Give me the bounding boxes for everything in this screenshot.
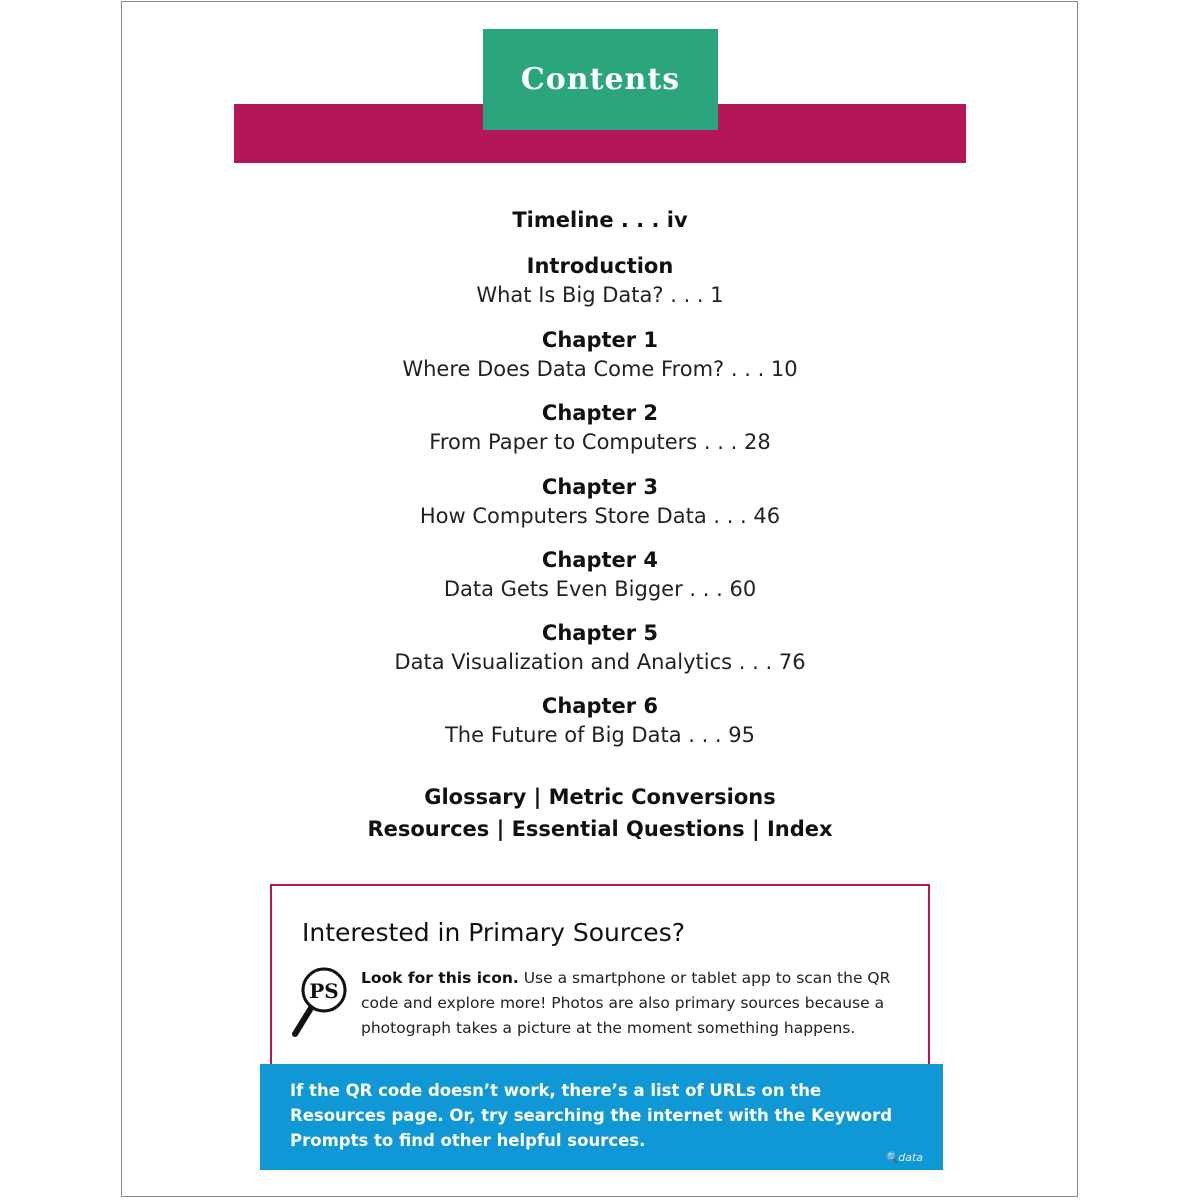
toc-entry-chapter-5[interactable]: Data Visualization and Analytics . . . 76 xyxy=(394,650,806,674)
qr-note-text: If the QR code doesn’t work, there’s a list of URLs on the Resources page. Or, try searching the internet with the Keyword Prompts to find other helpful sources. xyxy=(290,1081,893,1150)
toc-entry-chapter-2[interactable]: From Paper to Computers . . . 28 xyxy=(429,430,771,454)
toc-heading-chapter-5: Chapter 5 xyxy=(541,621,659,645)
toc-back-matter-1[interactable]: Glossary | Metric Conversions xyxy=(424,785,776,809)
toc-entry-chapter-4[interactable]: Data Gets Even Bigger . . . 60 xyxy=(443,577,757,601)
title-box xyxy=(483,29,718,130)
toc-heading-chapter-4: Chapter 4 xyxy=(541,548,659,572)
keyword-prompt-icon: 🔍 xyxy=(884,1151,899,1164)
toc-entry-chapter-1[interactable]: Where Does Data Come From? . . . 10 xyxy=(402,357,798,381)
keyword-prompt-text: data xyxy=(898,1151,923,1164)
toc-back-matter-2[interactable]: Resources | Essential Questions | Index xyxy=(367,817,833,841)
toc-timeline[interactable]: Timeline . . . iv xyxy=(512,208,688,232)
primary-sources-text xyxy=(361,966,911,1041)
toc-heading-chapter-1: Chapter 1 xyxy=(541,328,659,352)
primary-sources-body: Use a smartphone or tablet app to scan the QR code and explore more! Photos are also primary sources because a photograph takes a picture at the moment something happens. xyxy=(361,969,891,1037)
toc-heading-introduction: Introduction xyxy=(526,254,674,278)
primary-sources-box xyxy=(270,884,930,1080)
toc-heading-chapter-3: Chapter 3 xyxy=(541,475,659,499)
qr-note-box xyxy=(260,1064,943,1170)
toc-heading-chapter-2: Chapter 2 xyxy=(541,401,659,425)
toc-entry-introduction[interactable]: What Is Big Data? . . . 1 xyxy=(476,283,724,307)
magnifier-ps-icon xyxy=(290,964,350,1042)
page-title: Contents xyxy=(520,62,681,97)
toc-entry-chapter-3[interactable]: How Computers Store Data . . . 46 xyxy=(419,504,781,528)
ps-icon-label: PS xyxy=(309,979,339,1003)
keyword-prompt xyxy=(885,1151,923,1164)
primary-sources-lead: Look for this icon. xyxy=(361,969,519,987)
toc-entry-chapter-6[interactable]: The Future of Big Data . . . 95 xyxy=(444,723,756,747)
toc-heading-chapter-6: Chapter 6 xyxy=(541,694,659,718)
primary-sources-heading: Interested in Primary Sources? xyxy=(302,918,685,947)
